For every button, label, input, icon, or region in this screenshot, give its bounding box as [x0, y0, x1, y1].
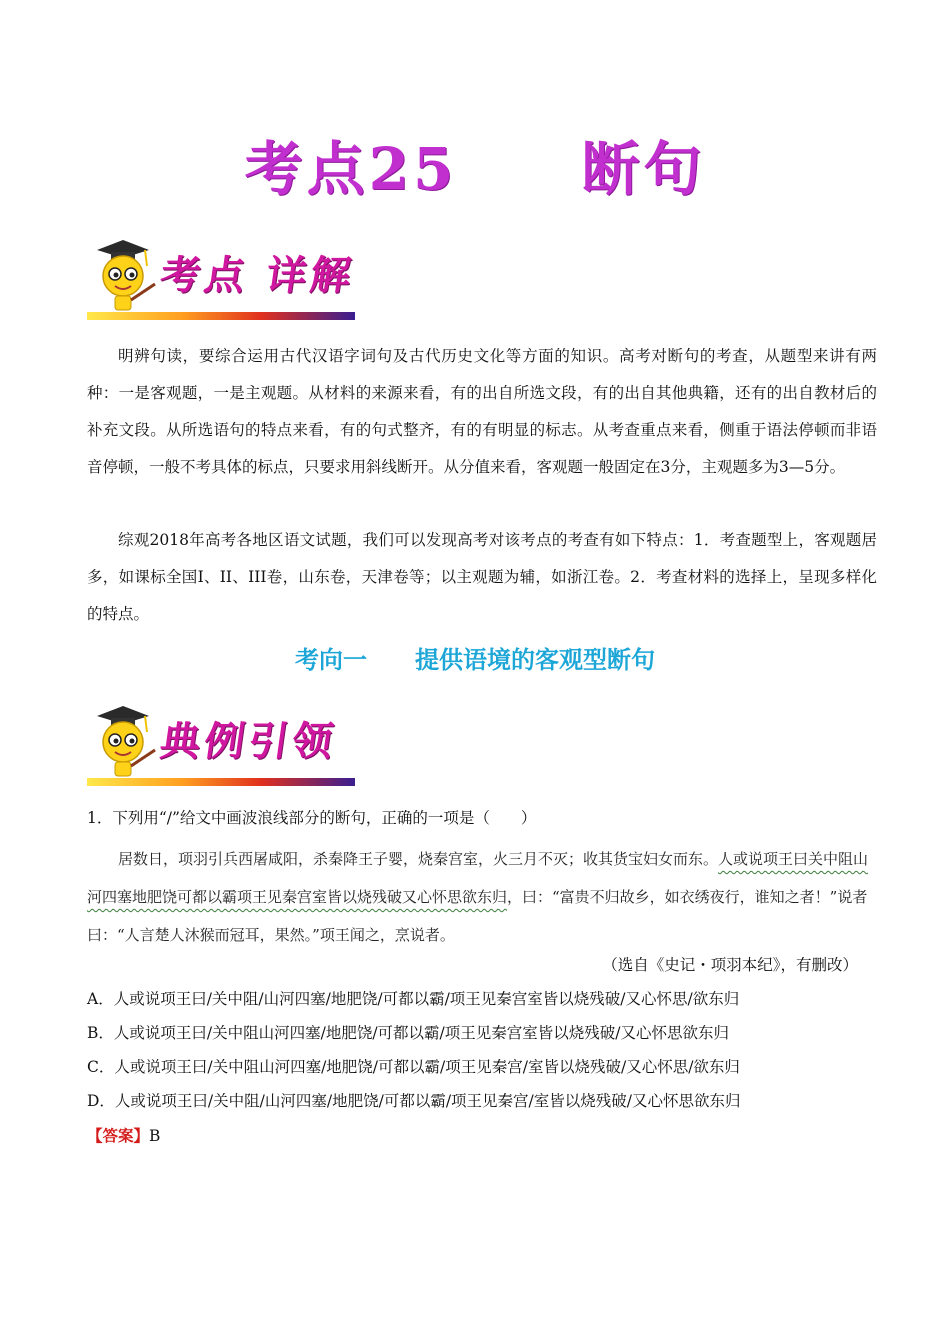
passage-wavy-segment: 人或说项王曰关中阻山河四塞地肥饶可都以霸项王见秦宫室皆以烧残破又心怀思欲东归	[87, 850, 869, 906]
option-a: A．人或说项王曰/关中阻/山河四塞/地肥饶/可都以霸/项王见秦宫室皆以烧残破/又心怀思/欲东归	[87, 990, 740, 1008]
passage-text: ，曰：“富贵不归故乡，如衣绣夜行，谁知之者！”说者曰：“人言楚人沐猴而冠耳，果然。”项王闻之，烹说者。	[87, 888, 868, 944]
section-banner-dianli	[87, 702, 357, 792]
option-d: D．人或说项王曰/关中阻/山河四塞/地肥饶/可都以霸/项王见秦宫/室皆以烧残破/又心怀思欲东归	[87, 1092, 741, 1110]
page-title: 考点25 断句	[244, 135, 706, 203]
banner-underline	[87, 312, 355, 320]
banner-underline	[87, 778, 355, 786]
passage-text: 居数日，项羽引兵西屠咸阳，杀秦降王子婴，烧秦宫室，火三月不灭；收其货宝妇女而东。	[118, 850, 719, 868]
section-heading: 考向一 提供语境的客观型断句	[295, 646, 655, 674]
intro-paragraph-1: 明辨句读，要综合运用古代汉语字词句及古代历史文化等方面的知识。高考对断句的考查，从题型来讲有两种：一是客观题，一是主观题。从材料的来源来看，有的出自所选文段，有的出自其他典籍，还有的出自教材后的补充文段。从所选语句的特点来看，有的句式整齐，有的有明显的标志。从考查重点来看，侧重于语法停顿而非语音停顿，一般不考具体的标点，只要求用斜线断开。从分值来看，客观题一般固定在3分，主观题多为3—5分。	[87, 347, 877, 476]
answer-line	[87, 1124, 160, 1146]
question-passage	[87, 840, 877, 954]
option-b: B．人或说项王曰/关中阻山河四塞/地肥饶/可都以霸/项王见秦宫室皆以烧残破/又心怀思欲东归	[87, 1024, 730, 1042]
banner-title: 考点 详解	[157, 252, 358, 299]
option-c: C．人或说项王曰/关中阻山河四塞/地肥饶/可都以霸/项王见秦宫/室皆以烧残破/又心怀思/欲东归	[87, 1058, 740, 1076]
mascot-icon	[87, 236, 157, 318]
passage-source: （选自《史记・项羽本纪》，有删改）	[602, 956, 858, 974]
answer-label: 【答案】	[87, 1126, 150, 1145]
question-stem: 1．下列用“/”给文中画波浪线部分的断句，正确的一项是（ ）	[87, 809, 537, 827]
answer-value: B	[149, 1127, 161, 1145]
banner-title: 典例引领	[157, 718, 340, 765]
intro-paragraph-2: 综观2018年高考各地区语文试题，我们可以发现高考对该考点的考查有如下特点：1．考查题型上，客观题居多，如课标全国I、II、III卷，山东卷，天津卷等；以主观题为辅，如浙江卷。2．考查材料的选择上，呈现多样化的特点。	[87, 531, 877, 623]
mascot-icon	[87, 702, 157, 784]
section-banner-kaodian	[87, 236, 357, 326]
